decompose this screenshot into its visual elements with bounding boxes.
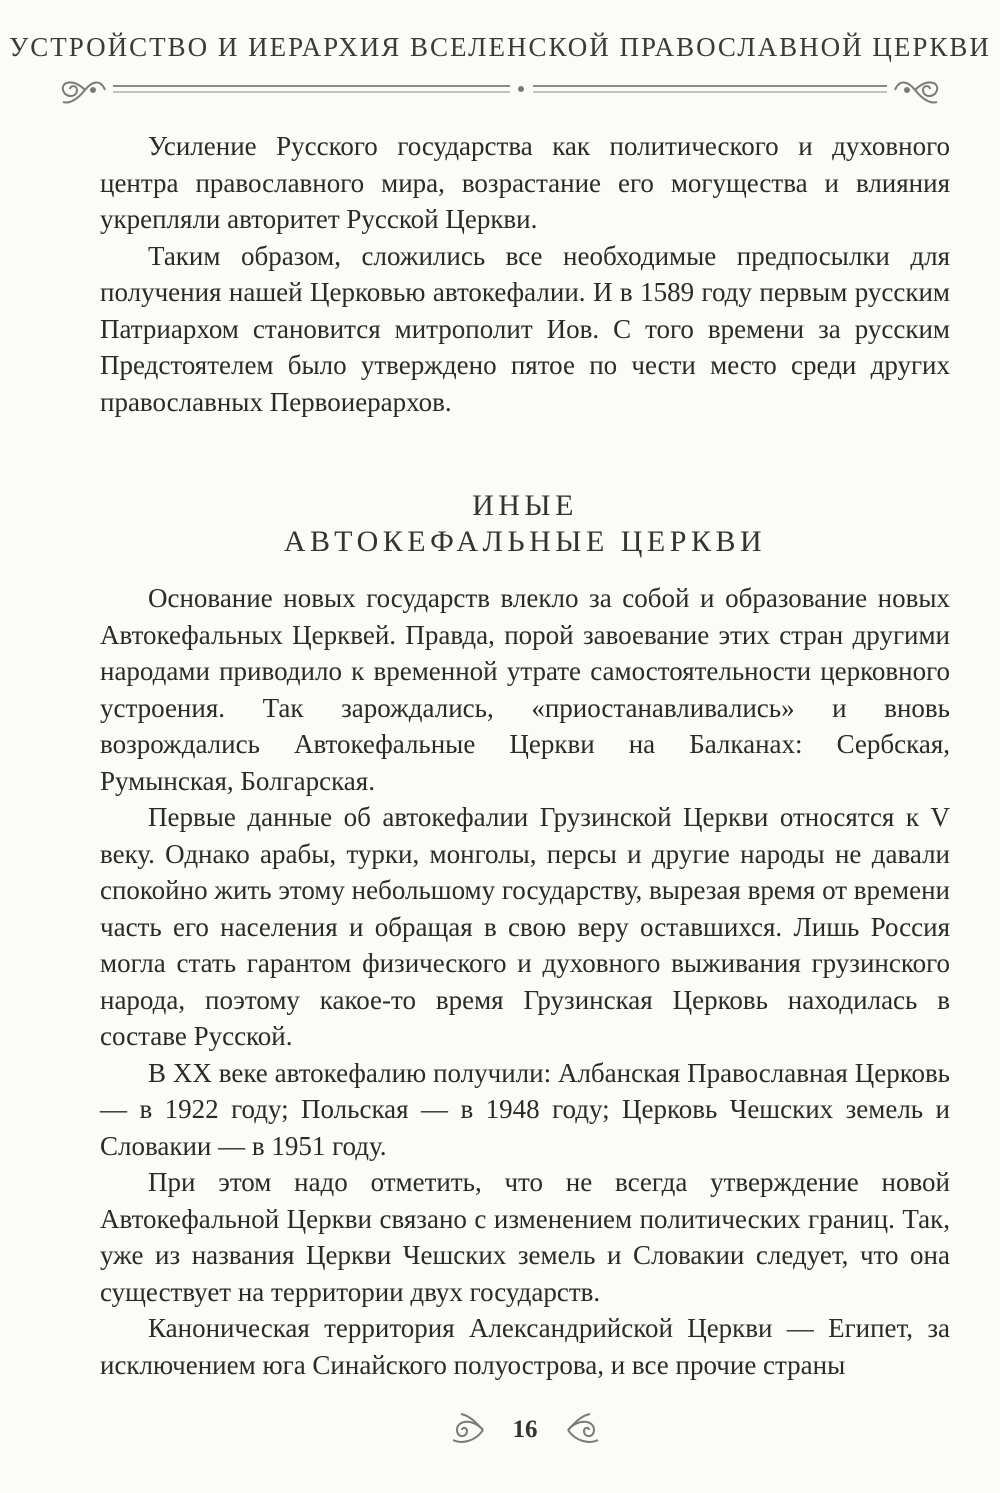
paragraph: Усиление Русского государства как политического и духовного центра православного мира, возрастание его могущества и влияния укрепляли авторитет Русской Церкви. — [100, 131, 950, 234]
section-heading — [0, 488, 1000, 560]
paragraph: Каноническая территория Александрийской Церкви — Египет, за исключением юга Синайского полуострова, и все прочие страны — [100, 1313, 950, 1380]
paragraph: Первые данные об автокефалии Грузинской Церкви относятся к V веку. Однако арабы, турки, монголы, персы и другие народы не давали спокойно жить этому небольшому государству, вырезая время от времени часть его населения и обращая в свою веру оставшихся. Лишь Россия могла стать гарантом физического и духовного выживания грузинского народа, поэтому какое-то время Грузинская Церковь находилась в составе Русской. — [100, 802, 950, 1051]
flourish-icon — [560, 1410, 604, 1450]
scroll-ornament-icon — [895, 82, 937, 102]
paragraph: При этом надо отметить, что не всегда утверждение новой Автокефальной Церкви связано с изменением политических границ. Так, уже из названия Церкви Чешских земель и Словакии следует, что она существует на территории двух государств. — [100, 1167, 950, 1307]
page-footer — [0, 1410, 1000, 1460]
section-heading-line-2: АВТОКЕФАЛЬНЫЕ ЦЕРКВИ — [283, 525, 767, 558]
page-number: 16 — [512, 1416, 538, 1443]
paragraph: Основание новых государств влекло за собой и образование новых Автокефальных Церквей. Правда, порой завоевание этих стран другими народами приводило к временной утрате самостоятельности церковного устроения. Так зарождались, «приостанавливались» и вновь возрождались Автокефальные Церкви на Балканах: Сербская, Румынская, Болгарская. — [100, 583, 950, 796]
section-text-block — [100, 580, 950, 1383]
section-heading-line-1: ИНЫЕ — [472, 489, 578, 522]
intro-text-block — [100, 128, 950, 420]
paragraph: Таким образом, сложились все необходимые предпосылки для получения нашей Церковью автокефалии. И в 1589 году первым русским Патриархом становится митрополит Иов. С того времени за русским Предстоятелем было утверждено пятое по чести место среди других православных Первоиерархов. — [100, 240, 950, 417]
scroll-ornament-icon — [63, 82, 105, 102]
header-ornament-rule — [55, 68, 945, 112]
running-head: УСТРОЙСТВО И ИЕРАРХИЯ ВСЕЛЕНСКОЙ ПРАВОСЛАВНОЙ ЦЕРКВИ — [9, 32, 991, 62]
paragraph: В XX веке автокефалию получили: Албанская Православная Церковь — в 1922 году; Польская — в 1948 году; Церковь Чешских земель и Словакии — в 1951 году. — [100, 1057, 950, 1161]
flourish-icon — [447, 1410, 491, 1450]
